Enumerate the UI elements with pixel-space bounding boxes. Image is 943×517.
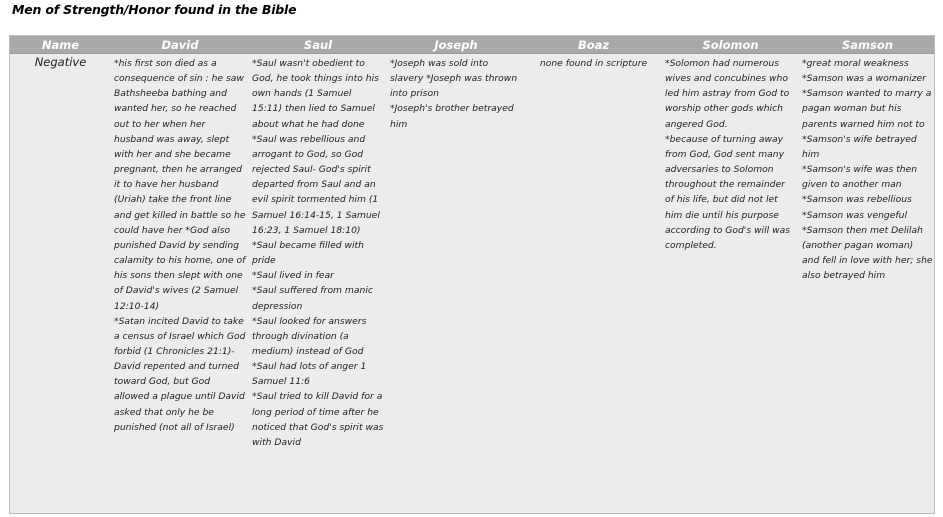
column-header-saul: Saul [249, 36, 387, 54]
header-row [10, 36, 935, 54]
cell-david-negative: *his first son died as a consequence of sin : he saw Bathsheeba bathing and wanted her, so he reached out to her when her husband was away, slept with her and she became pregnant, then he arranged it to have her husband (Uriah) take the front line and get killed in battle so he could have her *God also punished David by sending calamity to his home, one of his sons then slept with one of David's wives (2 Samuel 12:10-14) *Satan incited David to take a census of Israel which God forbid (1 Chronicles 21:1)- David repented and turned toward God, but God allowed a plague until David asked that only he be punished (not all of Israel) [114, 58, 246, 433]
cell-joseph-negative: *Joseph was sold into slavery *Joseph was thrown into prison *Joseph's brother betrayed him [390, 58, 518, 130]
cell-samson-negative: *great moral weakness *Samson was a womanizer *Samson wanted to marry a pagan woman but his parents warned him not to *Samson's wife betrayed him *Samson's wife was then given to another man *Samson was rebellious *Samson was vengeful *Samson then met Delilah (another pagan woman) and fell in love with her; she also betrayed him [802, 58, 933, 282]
column-header-boaz: Boaz [525, 36, 662, 54]
column-header-solomon: Solomon [662, 36, 799, 54]
column-header-joseph: Joseph [387, 36, 525, 54]
comparison-table [9, 35, 935, 514]
column-header-name: Name [10, 36, 111, 54]
column-header-samson: Samson [799, 36, 935, 54]
cell-solomon-negative: *Solomon had numerous wives and concubines who led him astray from God to worship other gods which angered God. *because of turning away from God, God sent many adversaries to Solomon throughout the remainder of his life, but did not let him die until his purpose according to God's will was completed. [665, 58, 791, 251]
cell-saul-negative: *Saul wasn't obedient to God, he took things into his own hands (1 Samuel 15:11) then lied to Samuel about what he had done *Saul was rebellious and arrogant to God, so God rejected Saul- God's spirit departed from Saul and an evil spirit tormented him (1 Samuel 16:14-15, 1 Samuel 16:23, 1 Samuel 18:10) *Saul became filled with pride *Saul lived in fear *Saul suffered from manic depression *Saul looked for answers through divination (a medium) instead of God *Saul had lots of anger 1 Samuel 11:6 *Saul tried to kill David for a long period of time after he noticed that God's spirit was with David [252, 58, 384, 448]
cell-boaz-negative: none found in scripture [539, 58, 648, 69]
table-row-negative [10, 54, 935, 451]
column-header-david: David [111, 36, 249, 54]
page-title: Men of Strength/Honor found in the Bible [12, 2, 297, 17]
row-label-negative: Negative [34, 55, 87, 69]
